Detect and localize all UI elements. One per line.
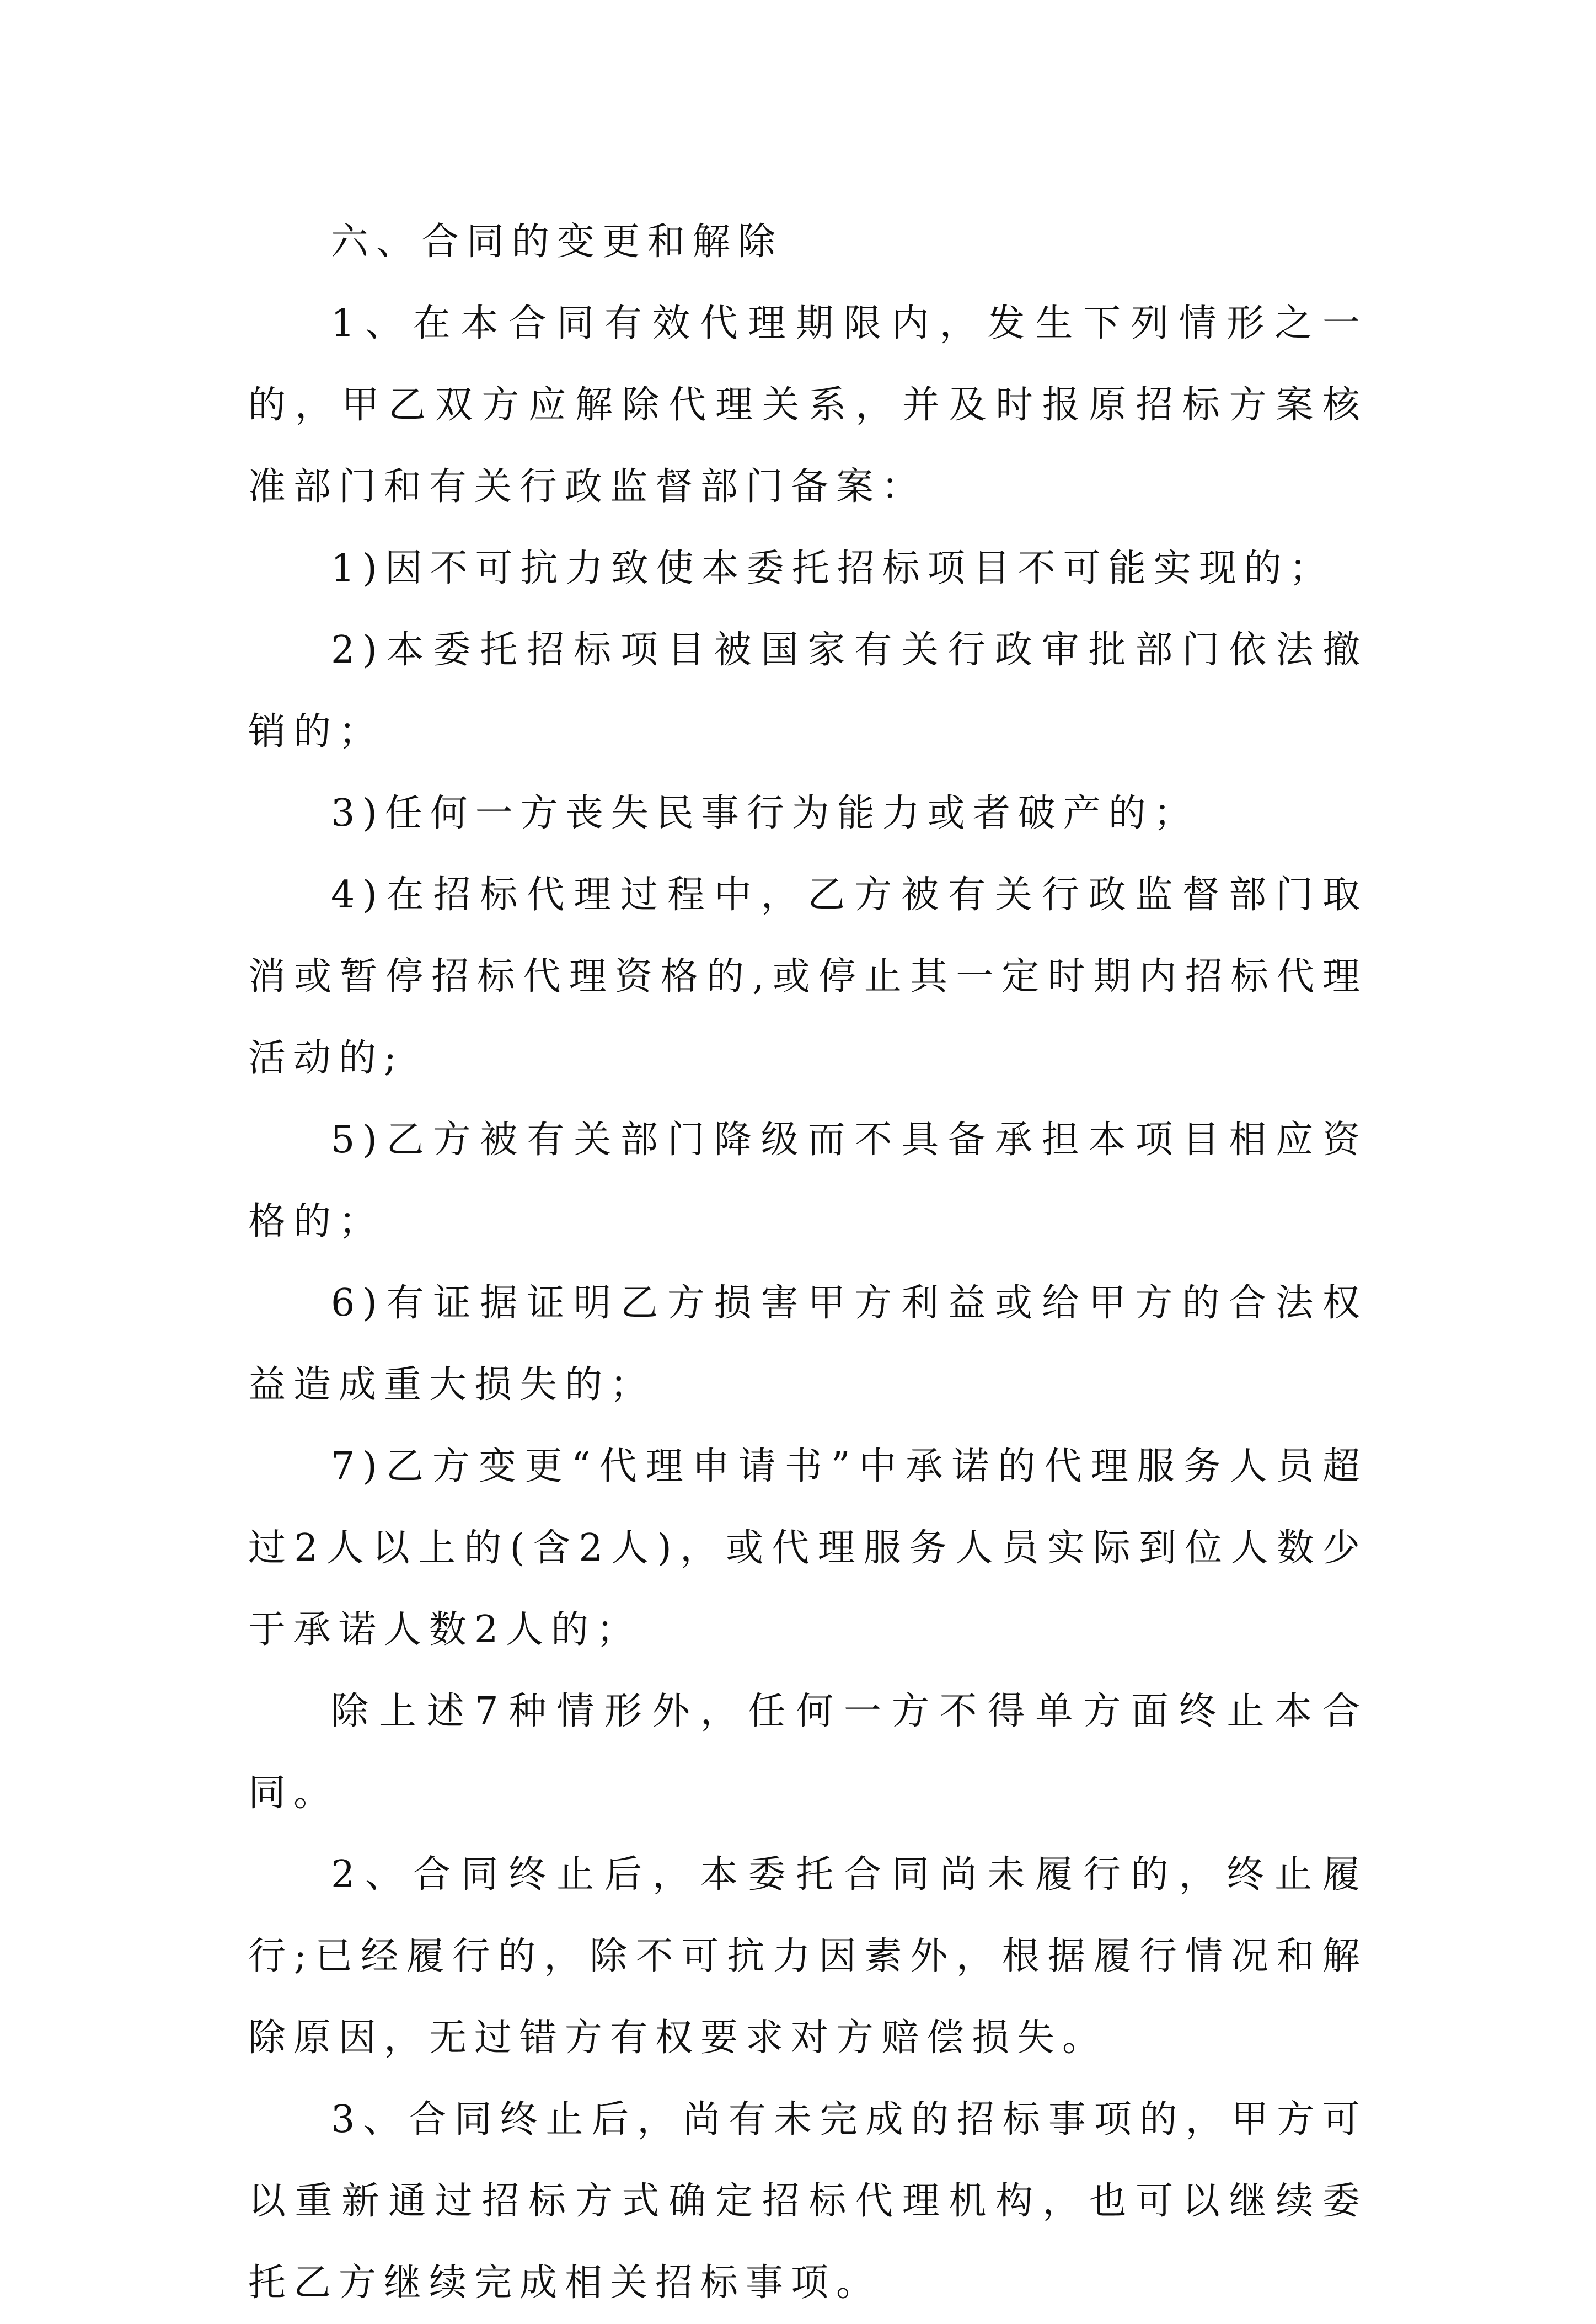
paragraph-item-3: 3)任何一方丧失民事行为能力或者破产的；	[331, 792, 1199, 835]
paragraph-clause-3: 3、合同终止后，尚有未完成的招标事项的，甲方可以重新通过招标方式确定招标代理机构，也可以继续委托乙方继续完成相关招标事项。	[248, 2098, 1368, 2305]
paragraph-exclusion: 除上述7种情形外，任何一方不得单方面终止本合同。	[248, 1690, 1368, 1815]
paragraph-item-7: 7)乙方变更“代理申请书”中承诺的代理服务人员超过2人以上的(含2人)，或代理服务人员实际到位人数少于承诺人数2人的；	[248, 1445, 1368, 1652]
paragraph-item-6: 6)有证据证明乙方损害甲方利益或给甲方的合法权益造成重大损失的；	[248, 1281, 1368, 1407]
paragraph-clause-1: 1、在本合同有效代理期限内，发生下列情形之一的，甲乙双方应解除代理关系，并及时报原招标方案核准部门和有关行政监督部门备案：	[248, 302, 1368, 509]
paragraph-item-5: 5)乙方被有关部门降级而不具备承担本项目相应资格的；	[248, 1118, 1368, 1243]
paragraph-item-4: 4)在招标代理过程中，乙方被有关行政监督部门取消或暂停招标代理资格的,或停止其一定时期内招标代理活动的;	[248, 873, 1368, 1080]
document-body	[248, 201, 1368, 2324]
paragraph-item-1: 1)因不可抗力致使本委托招标项目不可能实现的；	[331, 547, 1335, 590]
paragraph-clause-2: 2、合同终止后，本委托合同尚未履行的，终止履行;已经履行的，除不可抗力因素外，根据履行情况和解除原因，无过错方有权要求对方赔偿损失。	[248, 1853, 1368, 2060]
paragraph-item-2: 2)本委托招标项目被国家有关行政审批部门依法撤销的；	[248, 628, 1368, 754]
section-heading: 六、合同的变更和解除	[331, 220, 784, 264]
